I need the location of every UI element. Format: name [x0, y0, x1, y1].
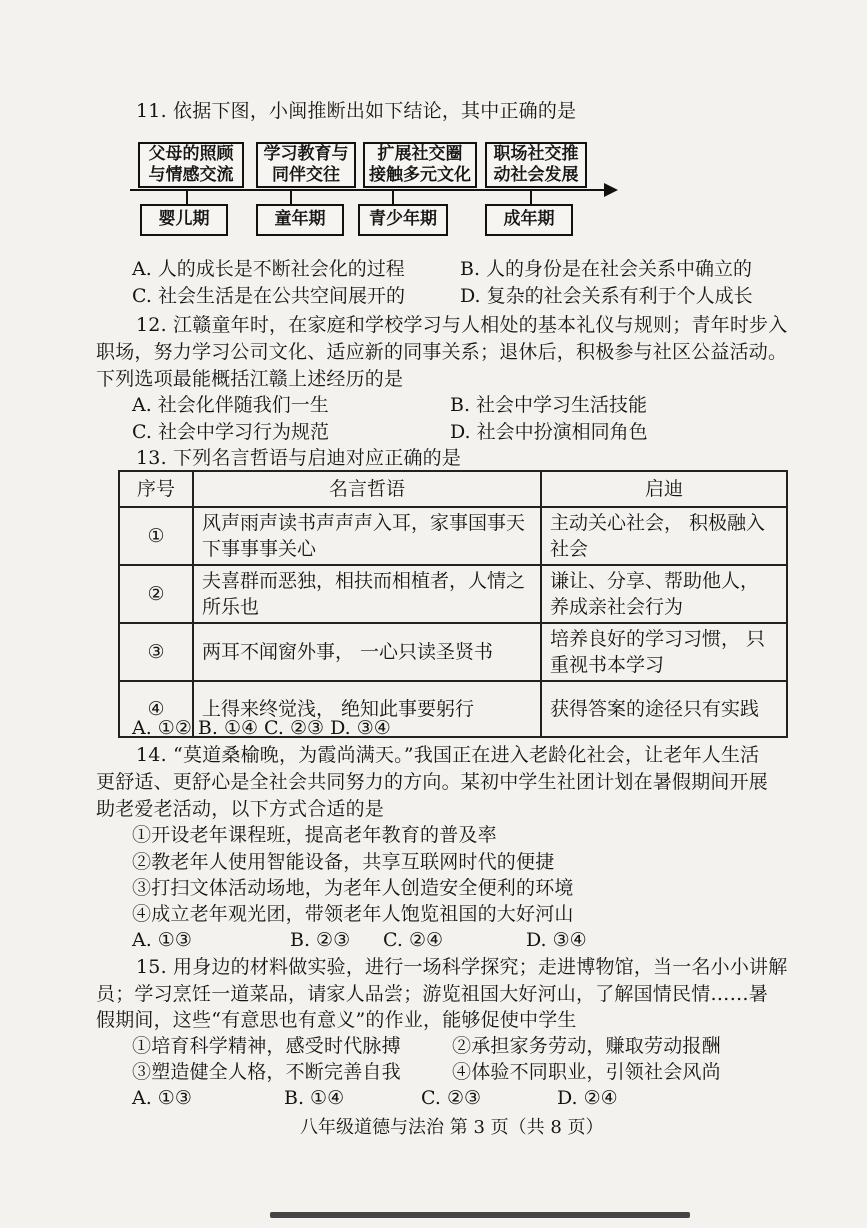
- q11-option-b: B. 人的身份是在社会关系中确立的: [460, 258, 753, 280]
- q12-option-d: D. 社会中扮演相同角色: [450, 421, 648, 443]
- q14-line-3: 助老爱老活动，以下方式合适的是: [96, 798, 385, 820]
- q14-item-2: ②教老年人使用智能设备，共享互联网时代的便捷: [132, 851, 555, 873]
- q12-option-a: A. 社会化伴随我们一生: [132, 394, 329, 416]
- stage-adolescence: 青少年期: [358, 204, 448, 236]
- q15-line-1: 15. 用身边的材料做实验，进行一场科学探究；走进博物馆，当一名小小讲解: [136, 956, 788, 978]
- row-insight: 主动关心社会， 积极融入社会: [541, 507, 787, 565]
- q15-item-1: ①培育科学精神，感受时代脉搏: [132, 1035, 401, 1057]
- q15-option-d: D. ②④: [557, 1087, 618, 1109]
- q11-option-a: A. 人的成长是不断社会化的过程: [132, 258, 405, 280]
- q12-option-c: C. 社会中学习行为规范: [132, 421, 329, 443]
- q15-line-3: 假期间，这些“有意思也有意义”的作业，能够促使中学生: [96, 1009, 577, 1031]
- row-number: ②: [119, 565, 193, 623]
- q15-line-2: 员；学习烹饪一道菜品，请家人品尝；游览祖国大好河山，了解国情民情……暑: [96, 983, 769, 1005]
- row-insight: 谦让、分享、帮助他人， 养成亲社会行为: [541, 565, 787, 623]
- q14-line-1: 14. “莫道桑榆晚，为霞尚满天。”我国正在进入老龄化社会，让老年人生活: [136, 744, 760, 766]
- q14-item-4: ④成立老年观光团，带领老年人饱览祖国的大好河山: [132, 903, 574, 925]
- q12-line-2: 职场，努力学习公司文化、适应新的同事关系；退休后，积极参与社区公益活动。: [96, 341, 788, 363]
- row-number: ③: [119, 623, 193, 681]
- table-row: [119, 507, 787, 565]
- page-footer: 八年级道德与法治 第 3 页（共 8 页）: [300, 1117, 604, 1138]
- q13-table: [118, 470, 788, 738]
- row-quote: 两耳不闻窗外事， 一心只读圣贤书: [193, 623, 541, 681]
- q14-option-b: B. ②③: [290, 929, 351, 951]
- table-row: [119, 565, 787, 623]
- row-quote: 夫喜群而恶独，相扶而相植者，人情之所乐也: [193, 565, 541, 623]
- q15-option-b: B. ①④: [284, 1087, 345, 1109]
- q11-diagram: [130, 140, 620, 240]
- table-row: [119, 623, 787, 681]
- timeline-tick: [392, 190, 394, 204]
- row-number: ①: [119, 507, 193, 565]
- q14-option-d: D. ③④: [526, 929, 587, 951]
- q15-item-2: ②承担家务劳动，赚取劳动报酬: [452, 1035, 721, 1057]
- timeline-arrow: [130, 189, 608, 191]
- diagram-box-3: 扩展社交圈 接触多元文化: [363, 142, 477, 188]
- q12-option-b: B. 社会中学习生活技能: [450, 394, 648, 416]
- stage-infancy: 婴儿期: [140, 204, 228, 236]
- q15-item-4: ④体验不同职业，引领社会风尚: [452, 1061, 721, 1083]
- q15-option-c: C. ②③: [421, 1087, 482, 1109]
- q14-item-1: ①开设老年课程班，提高老年教育的普及率: [132, 824, 497, 846]
- timeline-tick: [530, 190, 532, 204]
- diagram-box-1: 父母的照顾 与情感交流: [138, 142, 244, 188]
- q11-stem: 11. 依据下图，小闽推断出如下结论，其中正确的是: [136, 100, 577, 122]
- table-header-number: 序号: [119, 471, 193, 507]
- scan-edge-bar: [270, 1212, 690, 1218]
- row-quote: 风声雨声读书声声声入耳，家事国事天下事事事关心: [193, 507, 541, 565]
- q14-line-2: 更舒适、更舒心是全社会共同努力的方向。某初中学生社团计划在暑假期间开展: [96, 771, 769, 793]
- row-number: ④: [119, 681, 193, 737]
- q15-item-3: ③塑造健全人格，不断完善自我: [132, 1061, 401, 1083]
- stage-childhood: 童年期: [256, 204, 344, 236]
- timeline-tick: [290, 190, 292, 204]
- stage-adulthood: 成年期: [485, 204, 573, 236]
- table-header-quote: 名言哲语: [193, 471, 541, 507]
- row-insight: 获得答案的途径只有实践: [541, 681, 787, 737]
- table-header-insight: 启迪: [541, 471, 787, 507]
- q14-option-c: C. ②④: [383, 929, 444, 951]
- diagram-box-2: 学习教育与 同伴交往: [256, 142, 356, 188]
- q14-item-3: ③打扫文体活动场地，为老年人创造安全便利的环境: [132, 877, 574, 899]
- q12-line-1: 12. 江赣童年时，在家庭和学校学习与人相处的基本礼仪与规则；青年时步入: [136, 314, 788, 336]
- q12-line-3: 下列选项最能概括江赣上述经历的是: [96, 368, 404, 390]
- q15-option-a: A. ①③: [132, 1087, 192, 1109]
- q11-option-c: C. 社会生活是在公共空间展开的: [132, 285, 405, 307]
- q11-option-d: D. 复杂的社会关系有利于个人成长: [460, 285, 753, 307]
- q13-options: A. ①② B. ①④ C. ②③ D. ③④: [132, 717, 391, 739]
- row-insight: 培养良好的学习习惯， 只重视书本学习: [541, 623, 787, 681]
- row-quote: 上得来终觉浅， 绝知此事要躬行: [193, 681, 541, 737]
- q14-option-a: A. ①③: [132, 929, 192, 951]
- timeline-tick: [186, 190, 188, 204]
- arrowhead-icon: [604, 183, 618, 197]
- q13-stem: 13. 下列名言哲语与启迪对应正确的是: [136, 447, 462, 469]
- diagram-box-4: 职场社交推 动社会发展: [485, 142, 587, 188]
